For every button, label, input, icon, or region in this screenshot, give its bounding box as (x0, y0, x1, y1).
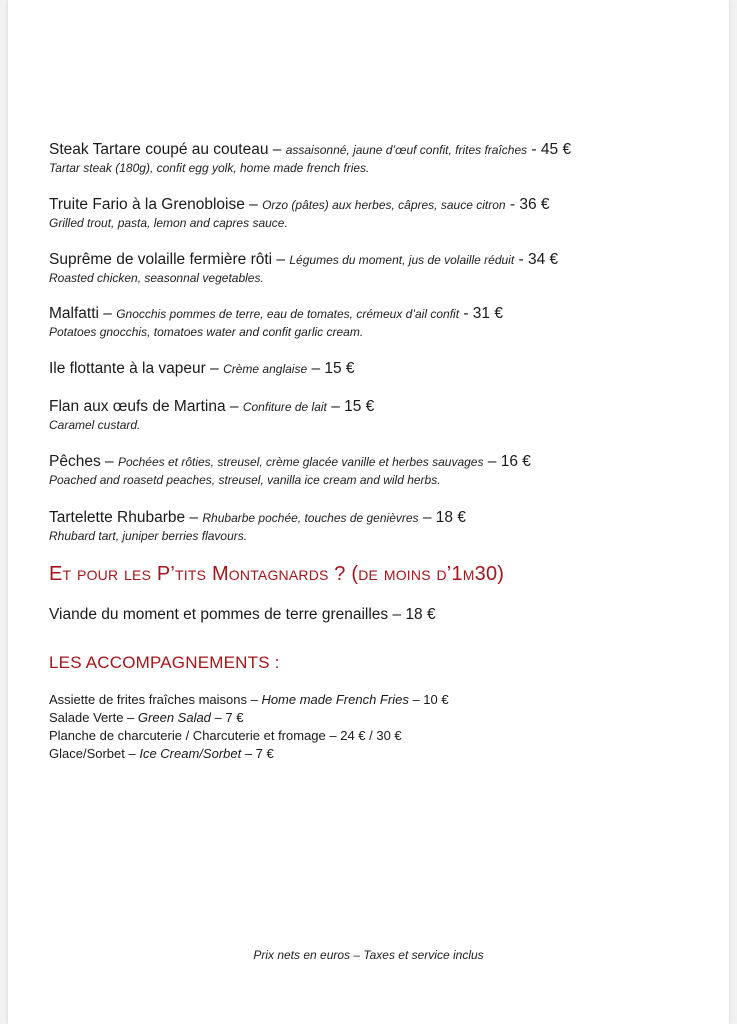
dish-description: Légumes du moment, jus de volaille réduit (289, 253, 515, 267)
menu-item-ile-flottante (49, 359, 719, 379)
side-translation: Green Salad (137, 710, 211, 725)
dish-price: - 34 € (518, 251, 559, 268)
dish-price: – 16 € (487, 453, 531, 470)
dish-price: - 45 € (531, 141, 572, 158)
dish-name: Ile flottante à la vapeur – (49, 360, 219, 377)
side-name: Planche de charcuterie / Charcuterie et fromage – 24 € / 30 € (49, 728, 402, 743)
dish-name: Steak Tartare coupé au couteau – (49, 141, 282, 158)
side-item-salad (49, 709, 449, 727)
side-translation: Ice Cream/Sorbet (139, 746, 242, 761)
menu-item-truite (49, 195, 719, 232)
kids-section-title: Et pour les P’tits Montagnards ? (de moins d’1m30) (49, 563, 505, 585)
menu-item-peches (49, 452, 719, 489)
side-price: – 7 € (244, 746, 274, 761)
dish-description: Pochées et rôties, streusel, crème glacée vanille et herbes sauvages (117, 455, 484, 469)
side-name: Assiette de frites fraîches maisons – (49, 692, 258, 707)
dish-description: Gnocchis pommes de terre, eau de tomates, crémeux d’ail confit (116, 307, 460, 321)
menu-item-flan (49, 397, 719, 434)
footer-note: Prix nets en euros – Taxes et service inclus (253, 948, 484, 962)
side-translation: Home made French Fries (261, 692, 409, 707)
dish-price: – 15 € (331, 398, 375, 415)
dish-name: Suprême de volaille fermière rôti – (49, 251, 286, 268)
menu-item-tartelette (49, 508, 719, 545)
side-item-ice-cream (49, 745, 449, 763)
menu-page (8, 0, 729, 1024)
dish-price: – 15 € (311, 360, 355, 377)
menu-item-malfatti (49, 304, 719, 341)
dish-translation: Roasted chicken, seasonnal vegetables. (49, 271, 264, 285)
dish-translation: Tartar steak (180g), confit egg yolk, home made french fries. (49, 161, 370, 175)
dish-translation: Caramel custard. (49, 418, 141, 432)
dish-name: Pêches – (49, 453, 114, 470)
side-price: – 10 € (412, 692, 449, 707)
dish-translation: Poached and roasetd peaches, streusel, vanilla ice cream and wild herbs. (49, 473, 441, 487)
dish-name: Truite Fario à la Grenobloise – (49, 196, 258, 213)
dish-description: Crème anglaise (223, 362, 308, 376)
dish-price: - 31 € (463, 305, 503, 322)
side-item-fries (49, 691, 449, 709)
kids-menu-item: Viande du moment et pommes de terre grenailles – 18 € (49, 606, 436, 623)
dish-description: assaisonné, jaune d’œuf confit, frites fraîches (285, 143, 528, 157)
side-name: Glace/Sorbet – (49, 746, 136, 761)
dish-name: Malfatti – (49, 305, 112, 322)
dish-description: Confiture de lait (242, 400, 327, 414)
dish-price: – 18 € (422, 509, 466, 526)
dish-description: Orzo (pâtes) aux herbes, câpres, sauce citron (262, 198, 506, 212)
dish-translation: Potatoes gnocchis, tomatoes water and confit garlic cream. (49, 325, 364, 339)
dish-translation: Rhubard tart, juniper berries flavours. (49, 529, 248, 543)
dish-name: Tartelette Rhubarbe – (49, 509, 199, 526)
sides-list (49, 691, 449, 763)
side-name: Salade Verte – (49, 710, 135, 725)
dish-name: Flan aux œufs de Martina – (49, 398, 239, 415)
dish-price: - 36 € (509, 196, 550, 213)
sides-section-title: LES ACCOMPAGNEMENTS : (49, 653, 280, 672)
dish-translation: Grilled trout, pasta, lemon and capres sauce. (49, 216, 288, 230)
side-price: – 7 € (214, 710, 244, 725)
side-item-charcuterie (49, 727, 449, 745)
dish-description: Rhubarbe pochée, touches de genièvres (202, 511, 419, 525)
menu-item-volaille (49, 250, 719, 287)
menu-item-steak-tartare (49, 140, 719, 177)
